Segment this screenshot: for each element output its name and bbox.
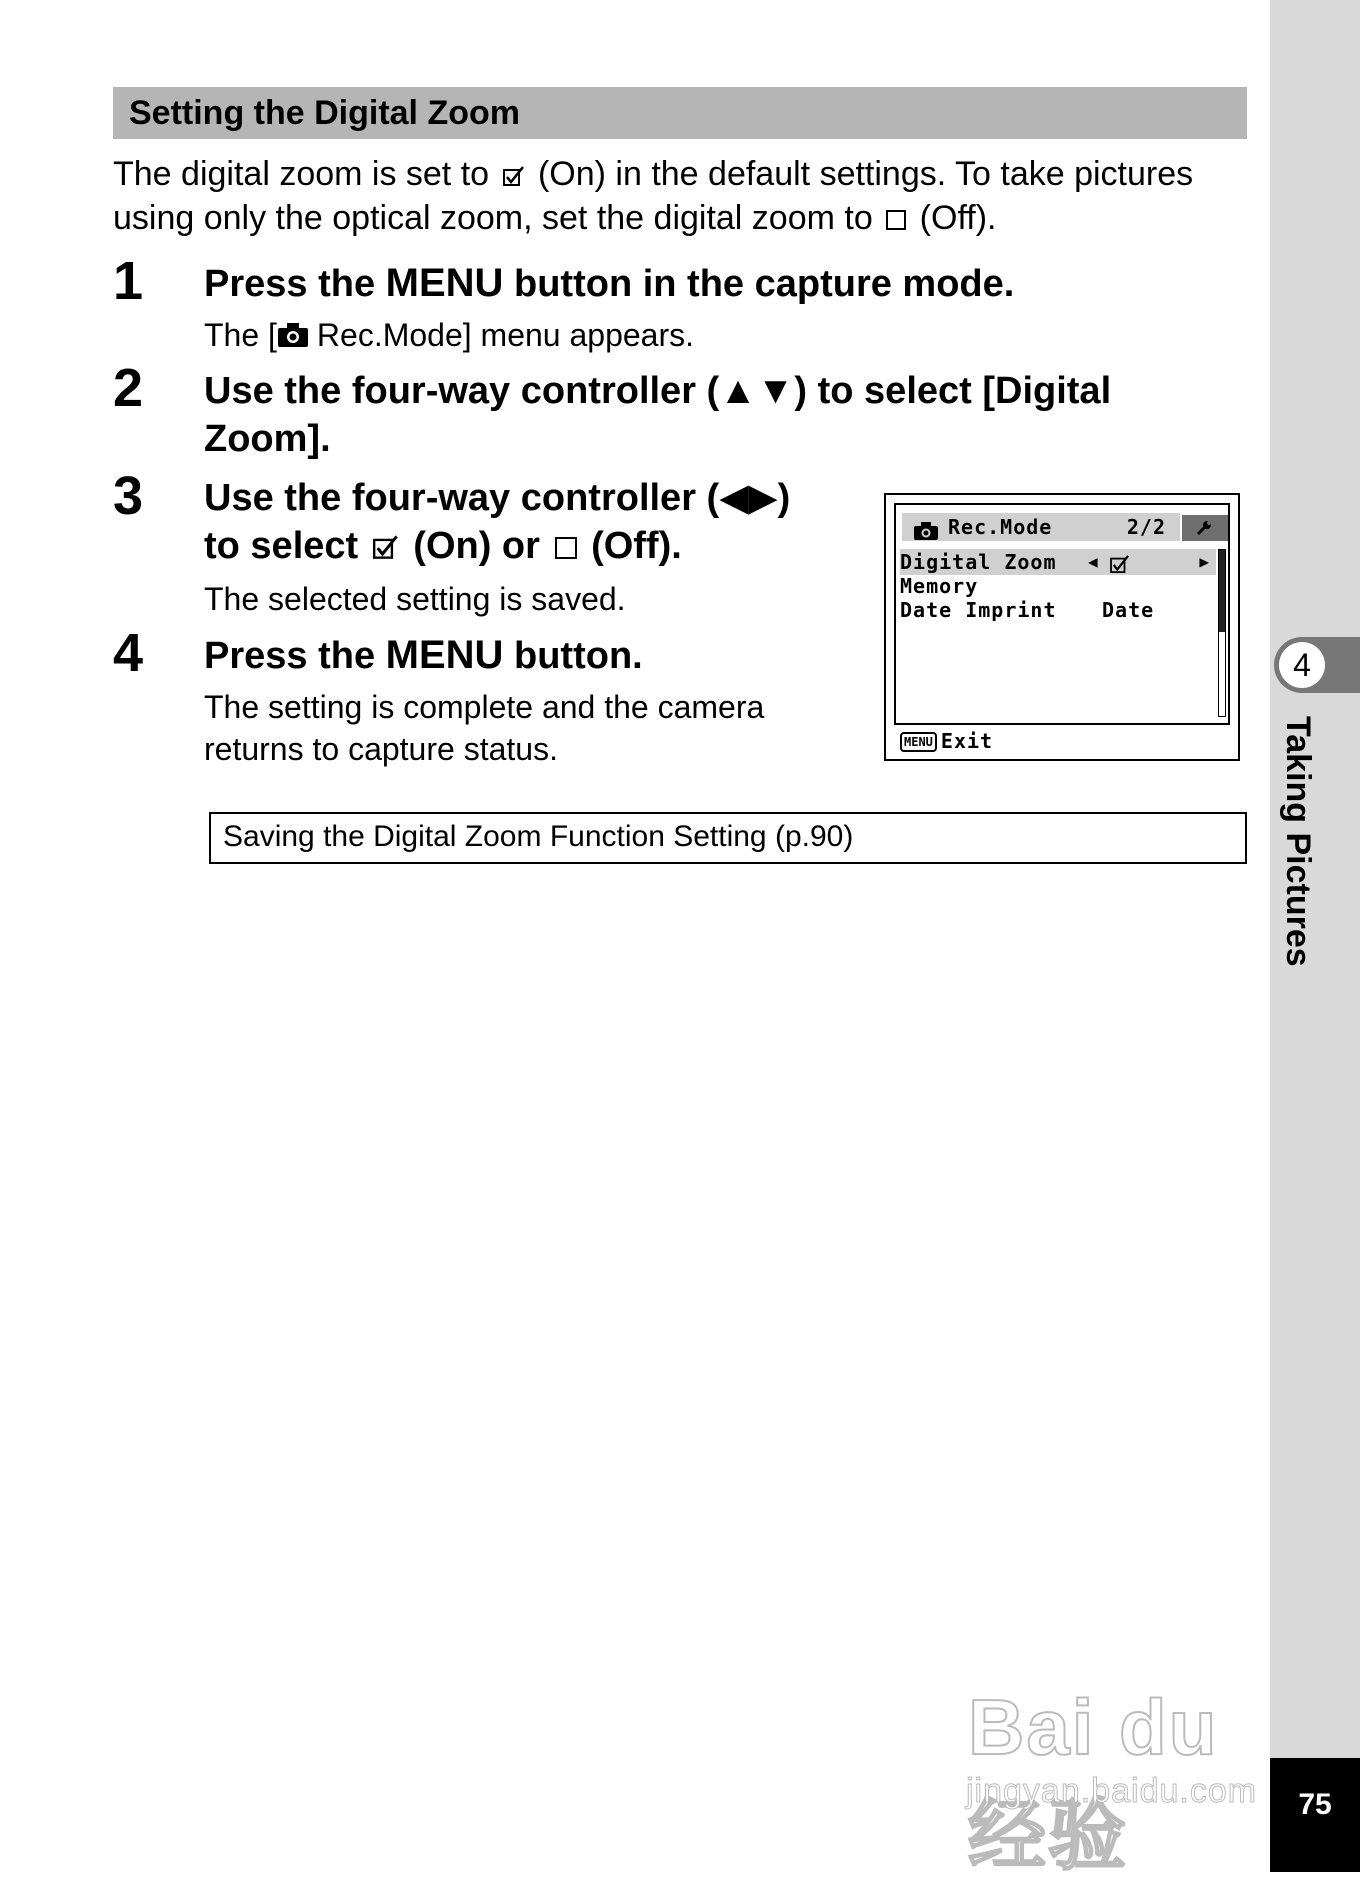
step-4-body [204,686,764,770]
baidu-watermark [960,1660,1270,1879]
step-1-head-post: button in the capture mode. [514,263,1015,305]
menu-scrollbar [1218,549,1226,717]
camera-screen-illustration [884,493,1240,761]
camera-menu-panel [894,503,1230,725]
step-3-head-mid: (On) or [413,525,540,567]
checkbox-off-icon [555,537,577,559]
step-3-number: 3 [113,466,144,526]
watermark-brand: Bai du 经验 [968,1683,1219,1879]
menu-row-digital-zoom[interactable] [900,549,1216,575]
checkbox-on-icon [503,165,525,187]
camera-icon [914,519,938,547]
intro-line2-post: (Off). [919,199,997,237]
menu-row-date-imprint[interactable] [900,597,1216,623]
left-arrow-icon: ◀ [1088,552,1099,571]
rec-mode-tab [902,513,1180,541]
step-3-body: The selected setting is saved. [204,581,626,617]
camera-footer [900,729,993,753]
step-3-head-line1: Use the four-way controller (◀▶) [204,477,791,519]
right-arrow-icon: ▶ [1199,552,1210,571]
menu-button-badge: MENU [900,732,937,752]
step-4-menu-word: MENU [385,633,504,677]
step-3-head-pre: to select [204,525,359,567]
intro-line1-pre: The digital zoom is set to [113,155,490,193]
exit-label: Exit [940,729,994,753]
step-3-head-line2 [204,522,790,570]
page-number: 75 [1270,1758,1360,1872]
step-1-number: 1 [113,251,144,311]
chapter-title: Taking Pictures [1279,716,1317,967]
setup-tab [1182,515,1228,541]
menu-row-value: Date [1102,598,1155,622]
step-4-head-post: button. [514,635,643,677]
step-1-head-pre: Press the [204,263,376,305]
menu-row-label: Digital Zoom [900,550,1057,574]
menu-row-label: Memory [900,574,979,598]
intro-paragraph [113,152,1263,240]
step-4-number: 4 [113,623,144,683]
step-3-head-post: (Off). [591,525,682,567]
rec-mode-label: Rec.Mode [948,515,1053,539]
chapter-number: 4 [1279,642,1325,688]
step-2-head-line1: Use the four-way controller (▲▼) to select [Digital [204,370,1112,412]
step-4-body-line2: returns to capture status. [204,731,558,767]
step-1-menu-word: MENU [385,261,504,305]
intro-line2-pre: using only the optical zoom, set the digital zoom to [113,199,873,237]
camera-tab-bar [902,513,1222,541]
section-title: Setting the Digital Zoom [113,87,1247,139]
step-1-body [204,314,694,358]
camera-icon [277,316,309,358]
menu-scrollbar-thumb [1219,550,1225,632]
reference-box: Saving the Digital Zoom Function Setting (p.90) [209,812,1247,864]
step-4-body-line1: The setting is complete and the camera [204,689,765,725]
menu-row-label: Date Imprint [900,598,1057,622]
menu-page-indicator: 2/2 [1126,515,1166,539]
step-2-number: 2 [113,358,144,418]
watermark-url: jingyan.baidu.com [966,1772,1258,1810]
step-1-body-pre: The [ [204,317,277,353]
step-4-head-pre: Press the [204,635,376,677]
step-1-body-post: Rec.Mode] menu appears. [316,317,695,353]
step-1-heading [204,259,1014,308]
step-2-head-line2: Zoom]. [204,418,331,460]
step-3-heading [204,474,790,570]
checkbox-on-icon [373,534,399,560]
wrench-icon [1195,519,1215,537]
step-2-heading [204,367,1111,463]
step-4-heading [204,631,643,680]
intro-line1-post: (On) in the default settings. To take pictures [537,155,1194,193]
checkbox-off-icon [886,210,906,230]
menu-row-memory[interactable] [900,573,1216,599]
